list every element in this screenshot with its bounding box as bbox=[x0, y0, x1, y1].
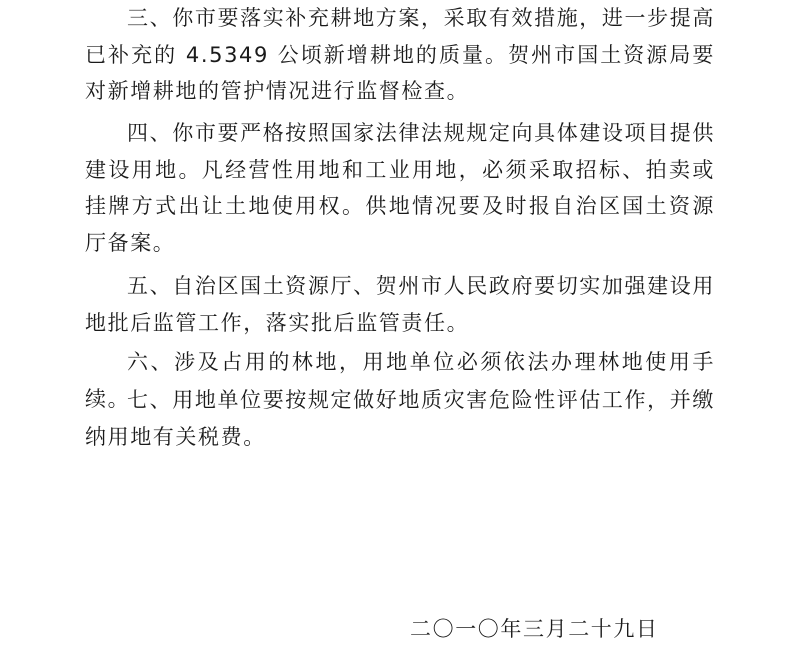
paragraph-item-7: 七、用地单位要按规定做好地质灾害危险性评估工作，并缴纳用地有关税费。 bbox=[85, 388, 715, 449]
paragraph-item-3: 三、你市要落实补充耕地方案，采取有效措施，进一步提高已补充的 4.5349 公顷新增耕地的质量。贺州市国土资源局要对新增耕地的管护情况进行监督检查。 bbox=[85, 6, 715, 103]
paragraph-item-6: 六、涉及占用的林地，用地单位必须依法办理林地使用手续。 bbox=[85, 350, 715, 411]
paragraph-item-5: 五、自治区国土资源厅、贺州市人民政府要切实加强建设用地批后监管工作，落实批后监管责任。 bbox=[85, 274, 715, 335]
document-date: 二〇一〇年三月二十九日 bbox=[410, 617, 659, 641]
paragraph-item-4: 四、你市要严格按照国家法律法规规定向具体建设项目提供建设用地。凡经营性用地和工业用地，必须采取招标、拍卖或挂牌方式出让土地使用权。供地情况要及时报自治区国土资源厅备案。 bbox=[85, 121, 715, 255]
